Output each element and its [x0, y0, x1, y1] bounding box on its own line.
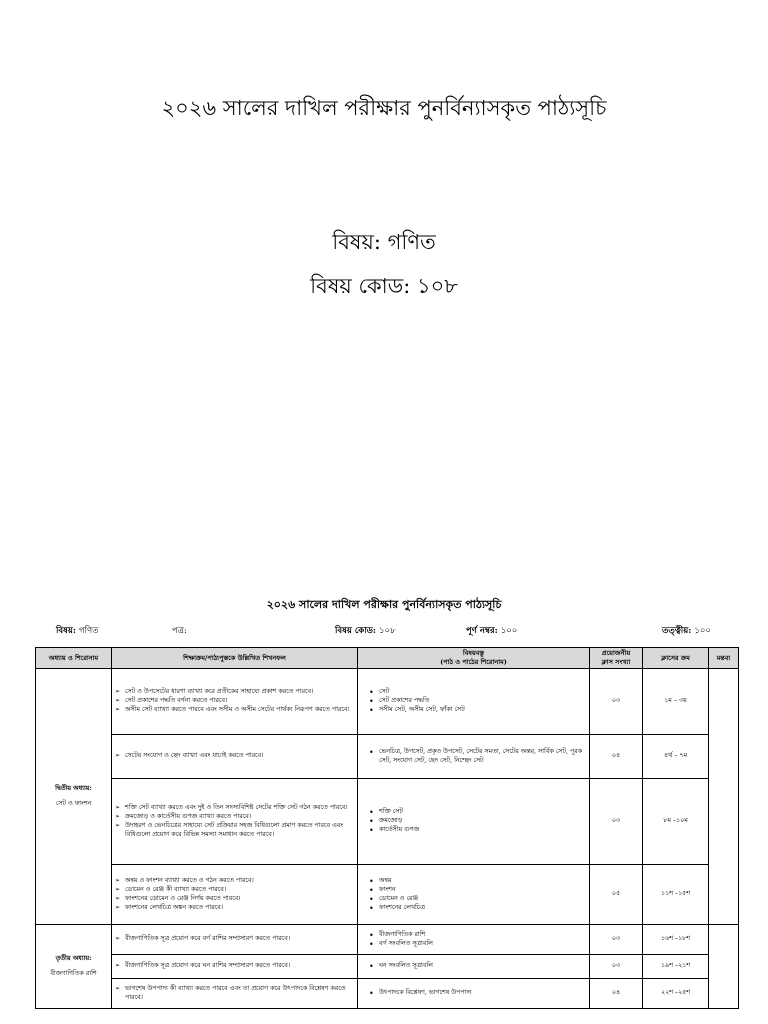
class-order-cell: ১৬শ –১৮শ [643, 925, 709, 955]
meta-marks-value: ১০০ [500, 626, 518, 636]
content-item: • ঘন সংবলিত সূত্রাবলি [369, 962, 586, 971]
objective-item: ➢ সেট প্রকাশের পদ্ধতি বর্ণনা করতে পারবে। [115, 697, 354, 706]
meta-theory-label: তত্ত্বীয়: [662, 626, 692, 636]
objective-item: ➢ উদাহরণ ও ভেনচিত্রের সাহায্যে সেট প্রক্রিয়ার সহজ বিধিগুলো প্রমাণ করতে পারবে এবং বিধিগুলো প্রয়োগ করে বিভিন্ন সমস্যা সমাধান করতে পারবে। [115, 822, 354, 840]
chapter-title: সেট ও ফাংশন [55, 799, 92, 807]
content-item: • উৎপাদকে বিশ্লেষণ, ভাগশেষ উপপাদ্য [369, 989, 586, 998]
header-chapter: অধ্যায় ও শিরোনাম [36, 648, 112, 669]
objectives-list [115, 752, 354, 761]
content-item: • বর্গ সংবলিত সূত্রাবলি [369, 940, 586, 949]
class-count-cell: ০৩ [590, 925, 643, 955]
content-list [361, 688, 586, 714]
class-count-cell: ০৪ [590, 979, 643, 1009]
objective-item: ➢ শক্তি সেট ব্যাখ্যা করতে এবং দুই ও তিন সদস্যবিশিষ্ট সেটের শক্তি সেট গঠন করতে পারবে। [115, 804, 354, 813]
objectives-cell [112, 925, 358, 955]
table-row [36, 925, 739, 955]
content-item: • সেট [369, 688, 586, 697]
meta-theory [662, 624, 711, 638]
remarks-cell [709, 925, 739, 1009]
syllabus-table [35, 647, 739, 1009]
chapter-title: বীজগাণিতিক রাশি [50, 969, 97, 977]
chapter-cell [36, 669, 112, 925]
meta-code-value: ১০৮ [379, 626, 396, 636]
table-row [36, 735, 739, 779]
header-content-line1: বিষয়বস্তু [462, 649, 485, 657]
objective-item: ➢ বীজগাণিতিক সূত্র প্রয়োগ করে ঘন রাশির সম্প্রসারণ করতে পারবে। [115, 962, 354, 971]
content-list [361, 931, 586, 949]
chapter-number: দ্বিতীয় অধ্যায়: [55, 784, 92, 792]
content-cell [358, 979, 590, 1009]
content-item: • বীজগাণিতিক রাশি [369, 931, 586, 940]
content-list [361, 989, 586, 998]
content-list [361, 962, 586, 971]
header-objectives: শিক্ষাক্রম/পাঠ্যপুস্তকে উল্লিখিত শিখনফল [112, 648, 358, 669]
meta-marks [466, 624, 517, 638]
cover-title: ২০২৬ সালের দাখিল পরীক্ষার পুনর্বিন্যাসকৃত পাঠ্যসূচি [161, 96, 607, 120]
objectives-list [115, 962, 354, 971]
chapter-cell [36, 925, 112, 1009]
table-row [36, 955, 739, 979]
meta-paper-label: পত্র: [172, 626, 187, 636]
content-list [361, 748, 586, 766]
objectives-cell [112, 955, 358, 979]
content-item: • ফাংশন [369, 886, 586, 895]
content-item: • ডোমেন ও রেঞ্জ [369, 895, 586, 904]
table-row [36, 979, 739, 1009]
meta-paper [172, 624, 187, 638]
objective-item: ➢ অন্বয় ও ফাংশন ব্যাখ্যা করতে ও গঠন করতে পারবে। [115, 877, 354, 886]
class-count-cell: ০৩ [590, 779, 643, 865]
class-count-cell: ০৩ [590, 955, 643, 979]
objective-item: ➢ ভাগশেষ উপপাদ্য কী ব্যাখ্যা করতে পারবে এবং তা প্রয়োগ করে উৎপাদকে বিশ্লেষণ করতে পারবে। [115, 985, 354, 1003]
cover-subject: বিষয়: গণিত [332, 230, 436, 254]
content-item: • অন্বয় [369, 877, 586, 886]
meta-subject-label: বিষয়: [56, 626, 76, 636]
content-cell [358, 925, 590, 955]
objectives-list [115, 985, 354, 1003]
content-item: • কার্তেসীয় গুণজ [369, 826, 586, 835]
objective-item: ➢ ডোমেন ও রেঞ্জ কী ব্যাখ্যা করতে পারবে। [115, 886, 354, 895]
cover-subject-code: বিষয় কোড: ১০৮ [310, 274, 458, 298]
class-order-cell: ৪র্থ – ৭ম [643, 735, 709, 779]
content-item: • ফাংশনের লেখচিত্র [369, 904, 586, 913]
content-item: • সসীম সেট, অসীম সেট, ফাঁকা সেট [369, 706, 586, 715]
objectives-list [115, 877, 354, 912]
content-item: • ক্রমজোড় [369, 817, 586, 826]
objective-item: ➢ সেট ও উপসেটের ধারণা ব্যাখ্যা করে প্রতীকের সাহায্যে প্রকাশ করতে পারবে। [115, 688, 354, 697]
class-order-cell: ১৯শ –২১শ [643, 955, 709, 979]
objectives-list [115, 688, 354, 714]
objectives-cell [112, 735, 358, 779]
objectives-list [115, 804, 354, 839]
class-order-cell: ২২শ –২৫শ [643, 979, 709, 1009]
objectives-cell [112, 779, 358, 865]
objectives-cell [112, 865, 358, 925]
objective-item: ➢ ফাংশনের লেখচিত্র অঙ্কন করতে পারবে। [115, 904, 354, 913]
meta-code-label: বিষয় কোড: [335, 626, 377, 636]
content-cell [358, 779, 590, 865]
chapter-number: তৃতীয় অধ্যায়: [55, 954, 92, 962]
objective-item: ➢ বীজগাণিতিক সূত্র প্রয়োগ করে বর্গ রাশির সম্প্রসারণ করতে পারবে। [115, 935, 354, 944]
class-order-cell: ১১শ –১৫শ [643, 865, 709, 925]
objective-item: ➢ ক্রমজোড় ও কার্তেসীয় গুণজ ব্যাখ্যা করতে পারবে। [115, 813, 354, 822]
content-cell [358, 735, 590, 779]
class-order-cell: ৮ম –১০ম [643, 779, 709, 865]
content-cell [358, 865, 590, 925]
header-classes-line2: ক্লাস সংখ্যা [601, 658, 631, 667]
header-content [358, 648, 590, 669]
content-item: • ভেনচিত্র, উপসেট, প্রকৃত উপসেট, সেটের সমতা, সেটের অন্তর, সার্বিক সেট, পূরক সেট, সংযোগ সেট, ছেদ সেট, নিশ্ছেদ সেট [369, 748, 586, 766]
header-classes-line1: প্রয়োজনীয় [601, 649, 631, 657]
class-count-cell: ০৪ [590, 735, 643, 779]
objectives-list [115, 935, 354, 944]
table-row [36, 865, 739, 925]
table-row [36, 669, 739, 735]
meta-code [335, 624, 396, 638]
objective-item: ➢ অসীম সেট ব্যাখ্যা করতে পারবে এবং সসীম ও অসীম সেটের পার্থক্য নিরূপণ করতে পারবে। [115, 706, 354, 715]
class-order-cell: ১ম – ৩য় [643, 669, 709, 735]
meta-marks-label: পূর্ণ নম্বর: [466, 626, 498, 636]
class-count-cell: ০৩ [590, 669, 643, 735]
meta-subject-value: গণিত [78, 626, 99, 636]
objective-item: ➢ ফাংশনের ডোমেন ও রেঞ্জ নির্ণয় করতে পারবে। [115, 895, 354, 904]
content-list [361, 877, 586, 912]
header-classes [590, 648, 643, 669]
objectives-cell [112, 979, 358, 1009]
content-list [361, 808, 586, 834]
header-remarks: মন্তব্য [709, 648, 739, 669]
remarks-cell [709, 669, 739, 925]
content-item: • শক্তি সেট [369, 808, 586, 817]
meta-theory-value: ১০০ [694, 626, 711, 636]
meta-subject [56, 624, 99, 638]
class-count-cell: ০৫ [590, 865, 643, 925]
content-item: • সেট প্রকাশের পদ্ধতি [369, 697, 586, 706]
objectives-cell [112, 669, 358, 735]
syllabus-title: ২০২৬ সালের দাখিল পরীক্ষার পুনর্বিন্যাসকৃত পাঠ্যসূচি [266, 598, 502, 611]
header-content-line2: (পাঠ ও পাঠের শিরোনাম) [440, 658, 507, 667]
table-row [36, 779, 739, 865]
objective-item: ➢ সেটের সংযোগ ও ছেদ ব্যাখ্যা এবং যাচাই করতে পারবে। [115, 752, 354, 761]
content-cell [358, 669, 590, 735]
table-body [36, 669, 739, 1009]
content-cell [358, 955, 590, 979]
header-order: ক্লাসের ক্রম [643, 648, 709, 669]
table-header-row [36, 648, 739, 669]
